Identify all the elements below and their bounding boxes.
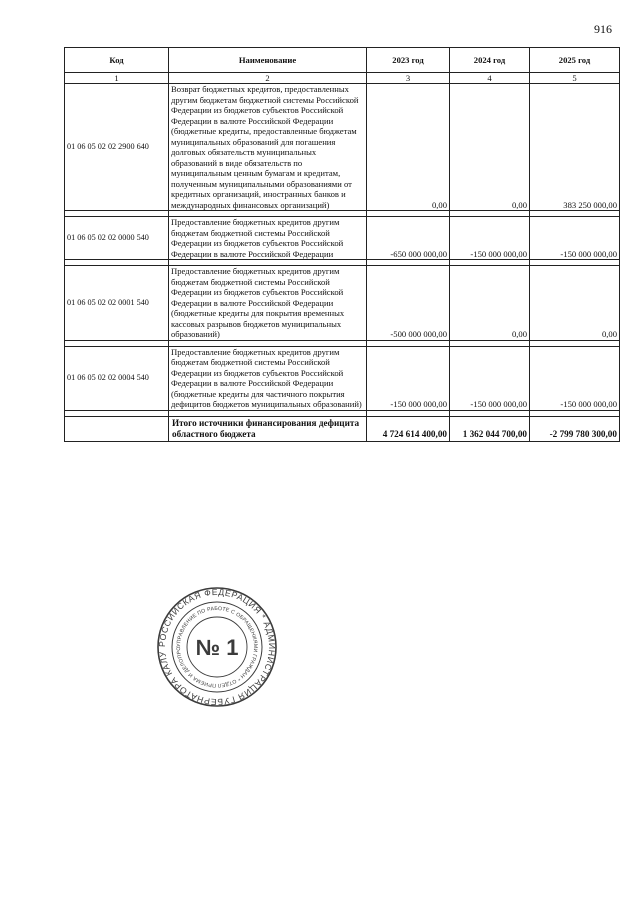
- row-value-2024: 0,00: [450, 266, 530, 340]
- total-value-2024: 1 362 044 700,00: [450, 416, 530, 441]
- budget-table: [64, 47, 620, 442]
- row-value-2025: 383 250 000,00: [530, 84, 620, 211]
- total-value-2025: -2 799 780 300,00: [530, 416, 620, 441]
- column-number: 2: [169, 73, 367, 84]
- table-row: [65, 266, 620, 340]
- row-code: 01 06 05 02 02 0001 540: [65, 266, 169, 340]
- row-value-2024: -150 000 000,00: [450, 217, 530, 260]
- official-stamp: [156, 586, 278, 708]
- header-row: [65, 48, 620, 73]
- header-2023: 2023 год: [367, 48, 450, 73]
- row-value-2024: 0,00: [450, 84, 530, 211]
- total-value-2023: 4 724 614 400,00: [367, 416, 450, 441]
- column-number: 4: [450, 73, 530, 84]
- stamp-seal: [156, 586, 278, 708]
- row-value-2025: -150 000 000,00: [530, 346, 620, 410]
- row-value-2023: 0,00: [367, 84, 450, 211]
- svg-text:№ 1: № 1: [195, 635, 239, 660]
- column-number: 1: [65, 73, 169, 84]
- row-name: Возврат бюджетных кредитов, предоставленных другим бюджетам бюджетной системы Российской Федерации из бюджетов субъектов Российской Федерации в валюте Российской Федерации (бюджетные кредиты, предоставленные бюджетам муниципальных образований для погашения долговых обязательств муниципальных образований в виде обязательств по муниципальным ценным бумагам и кредитам, полученным муниципальными образованиями от кредитных организаций, иностранных банков и международных финансовых организаций): [169, 84, 367, 211]
- row-code: 01 06 05 02 02 2900 640: [65, 84, 169, 211]
- row-value-2024: -150 000 000,00: [450, 346, 530, 410]
- row-code: 01 06 05 02 02 0000 540: [65, 217, 169, 260]
- table-row: [65, 346, 620, 410]
- column-number: 3: [367, 73, 450, 84]
- column-number: 5: [530, 73, 620, 84]
- row-name: Предоставление бюджетных кредитов другим бюджетам бюджетной системы Российской Федерации из бюджетов субъектов Российской Федерации в валюте Российской Федерации (бюджетные кредиты для покрытия временных кассовых разрывов бюджетов муниципальных образований): [169, 266, 367, 340]
- svg-text:УПРАВЛЕНИЕ ПО РАБОТЕ С ОБРАЩЕН: УПРАВЛЕНИЕ ПО РАБОТЕ С ОБРАЩЕНИЯМИ ГРАЖДАН * ОТДЕЛ ПРИЕМА И ДЕЛОПРО: [175, 605, 259, 689]
- total-row: [65, 416, 620, 441]
- header-2024: 2024 год: [450, 48, 530, 73]
- table-row: [65, 217, 620, 260]
- row-value-2025: 0,00: [530, 266, 620, 340]
- svg-text:РОССИЙСКАЯ ФЕДЕРАЦИЯ * АДМИНИС: РОССИЙСКАЯ ФЕДЕРАЦИЯ * АДМИНИСТРАЦИЯ ГУБЕРНАТОРА КАЛУ: [156, 586, 278, 708]
- row-name: Предоставление бюджетных кредитов другим бюджетам бюджетной системы Российской Федерации из бюджетов субъектов Российской Федерации в валюте Российской Федерации (бюджетные кредиты для частичного покрытия дефицитов бюджетов муниципальных образований): [169, 346, 367, 410]
- total-label: Итого источники финансирования дефицита областного бюджета: [169, 416, 367, 441]
- table-row: [65, 84, 620, 211]
- header-2025: 2025 год: [530, 48, 620, 73]
- row-value-2023: -500 000 000,00: [367, 266, 450, 340]
- total-code: [65, 416, 169, 441]
- row-code: 01 06 05 02 02 0004 540: [65, 346, 169, 410]
- header-code: Код: [65, 48, 169, 73]
- row-value-2023: -150 000 000,00: [367, 346, 450, 410]
- page-number: 916: [594, 22, 612, 36]
- row-name: Предоставление бюджетных кредитов другим бюджетам бюджетной системы Российской Федерации из бюджетов субъектов Российской Федерации в валюте Российской Федерации: [169, 217, 367, 260]
- row-value-2025: -150 000 000,00: [530, 217, 620, 260]
- row-value-2023: -650 000 000,00: [367, 217, 450, 260]
- column-number-row: [65, 73, 620, 84]
- header-name: Наименование: [169, 48, 367, 73]
